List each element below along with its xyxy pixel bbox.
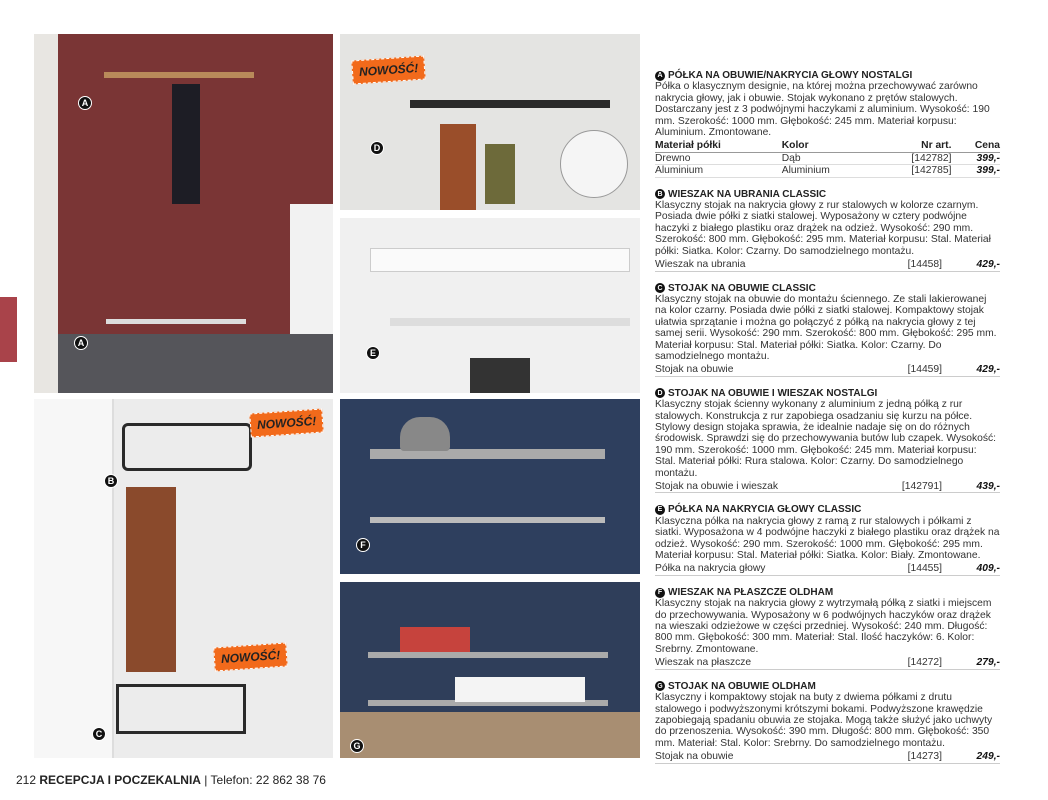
article-number: [142791] xyxy=(901,481,942,492)
table-header: Cena xyxy=(951,140,1000,152)
letter-badge-icon: B xyxy=(655,189,665,199)
table-cell: Aluminium xyxy=(782,165,875,177)
table-cell: Aluminium xyxy=(655,165,782,177)
photo-label: E xyxy=(366,346,380,360)
product-d xyxy=(655,388,1000,494)
product-title-text: PÓŁKA NA NAKRYCIA GŁOWY CLASSIC xyxy=(668,504,862,516)
table-cell: 399,- xyxy=(951,165,1000,177)
product-e xyxy=(655,504,1000,575)
product-row xyxy=(655,479,1000,493)
article-number: [14272] xyxy=(907,657,942,669)
photo-label: A xyxy=(74,336,88,350)
letter-badge-icon: C xyxy=(655,283,665,293)
page-footer xyxy=(16,773,326,787)
product-description: Klasyczny i kompaktowy stojak na buty z dwiema półkami z drutu stalowego i podwyższonymi krótszymi bokami. Podwyższone krawędzie zapobiegają spadaniu obuwia ze stojaka. Mogą także służyć jako uchwyty do przenoszenia. Wysokość: 390 mm. Długość: 800 mm. Głębokość: 350 mm. Materiał: Stal. Kolor: Srebrny. Do samodzielnego montażu. xyxy=(655,692,993,749)
table-row xyxy=(655,165,1000,177)
product-descriptions xyxy=(655,70,1000,775)
price: 429,- xyxy=(976,259,1000,271)
letter-badge-icon: E xyxy=(655,505,665,515)
new-badge: NOWOŚĆ! xyxy=(249,408,324,437)
product-description: Klasyczny stojak na obuwie do montażu ściennego. Ze stali lakierowanej na kolor czarny. Posiada dwie półki z siatki stalowej. Kompaktowy stojak ułatwia sprzątanie i można go połączyć z półką na nakrycia głowy z tej samej serii. Wysokość: 290 mm. Szerokość: 800 mm. Głębokość: 295 mm. Materiał korpusu: Stal. Materiał półki: Siatka. Kolor: Czarny. Do samodzielnego montażu. xyxy=(655,293,997,362)
section-tab xyxy=(0,297,17,362)
product-c xyxy=(655,283,1000,377)
section-title: RECEPCJA I POCZEKALNIA xyxy=(39,773,201,787)
product-title-text: STOJAK NA OBUWIE OLDHAM xyxy=(668,680,816,692)
product-title xyxy=(655,388,1000,399)
table-header: Materiał półki xyxy=(655,140,782,152)
product-title xyxy=(655,587,1000,598)
photo-label: C xyxy=(92,727,106,741)
product-row xyxy=(655,561,1000,575)
product-description: Klasyczny stojak ścienny wykonany z aluminium z jedną półką z rur stalowych. Konstrukcja z rur zapobiega osadzaniu się kurzu na półce. Stylowy design stojaka sprawia, że idealnie nadaje się on do różnych środowisk. Sprawdzi się do przechowywania butów lub czapek. Wysokość: 190 mm. Szerokość: 1000 mm. Głębokość: 245 mm. Materiał korpusu: Stal. Materiał półki: Rura stalowa. Kolor: Czarny. Do samodzielnego montażu. xyxy=(655,399,996,479)
product-a xyxy=(655,70,1000,178)
product-title xyxy=(655,681,1000,692)
photo-oldham-coat-rack xyxy=(340,399,640,574)
product-row xyxy=(655,749,1000,763)
article-number: [14273] xyxy=(907,751,942,763)
product-row xyxy=(655,655,1000,669)
photo-label: D xyxy=(370,141,384,155)
table-cell: Dąb xyxy=(782,152,875,164)
table-cell: [142785] xyxy=(874,165,951,177)
price: 279,- xyxy=(976,657,1000,669)
product-description: Klasyczna półka na nakrycia głowy z ramą z rur stalowych i półkami z siatki. Wyposażona w 4 podwójne haczyki z białego plastiku oraz drążek na odzież. Wysokość: 290 mm. Szerokość: 1000 mm. Głębokość: 295 mm. Materiał korpusu: Stal. Materiał półki: Siatka. Kolor: Biały. Zmontowane. xyxy=(655,515,1000,562)
product-name: Wieszak na płaszcze xyxy=(655,657,752,669)
product-title-text: STOJAK NA OBUWIE CLASSIC xyxy=(668,282,816,294)
photo-label: G xyxy=(350,739,364,753)
product-name: Stojak na obuwie i wieszak xyxy=(655,481,779,492)
product-row xyxy=(655,257,1000,271)
price: 429,- xyxy=(976,364,1000,376)
phone: | Telefon: 22 862 38 76 xyxy=(204,773,326,787)
photo-oldham-shoe-rack xyxy=(340,582,640,758)
photo-label: A xyxy=(78,96,92,110)
product-title-text: WIESZAK NA PŁASZCZE OLDHAM xyxy=(668,586,834,598)
product-b xyxy=(655,189,1000,272)
product-title-text: STOJAK NA OBUWIE I WIESZAK NOSTALGI xyxy=(668,387,878,399)
product-row xyxy=(655,362,1000,376)
photo-label: F xyxy=(356,538,370,552)
table-cell: [142782] xyxy=(874,152,951,164)
table-cell: Drewno xyxy=(655,152,782,164)
page-number: 212 xyxy=(16,773,37,787)
photo-classic-white-shelf xyxy=(340,218,640,393)
article-number: [14458] xyxy=(907,259,942,271)
product-title xyxy=(655,283,1000,294)
variant-table xyxy=(655,140,1000,177)
product-f xyxy=(655,587,1000,670)
photo-classic-black-hallway xyxy=(34,399,333,758)
product-title xyxy=(655,70,1000,81)
new-badge: NOWOŚĆ! xyxy=(351,55,426,84)
photo-label: B xyxy=(104,474,118,488)
product-name: Stojak na obuwie xyxy=(655,364,734,376)
table-header: Kolor xyxy=(782,140,875,152)
table-row xyxy=(655,152,1000,164)
article-number: [14455] xyxy=(907,563,942,575)
table-header: Nr art. xyxy=(874,140,951,152)
letter-badge-icon: A xyxy=(655,71,665,81)
photo-nostalgi-hallway xyxy=(34,34,333,393)
price: 249,- xyxy=(976,751,1000,763)
photo-nostalgi-rack xyxy=(340,34,640,210)
product-g xyxy=(655,681,1000,764)
product-description: Klasyczny stojak na nakrycia głowy z wytrzymałą półką z siatki i miejscem do przechowywania. Wyposażony w 6 podwójnych haczyków oraz drążek na wieszaki odzieżowe w części przedniej. Wysokość: 240 mm. Długość: 800 mm. Głębokość: 300 mm. Materiał: Stal. Ilość haczyków: 6. Kolor: Srebrny. Zmontowane. xyxy=(655,598,992,655)
new-badge: NOWOŚĆ! xyxy=(213,642,288,671)
product-title-text: PÓŁKA NA OBUWIE/NAKRYCIA GŁOWY NOSTALGI xyxy=(668,70,913,81)
price: 439,- xyxy=(976,481,1000,492)
table-cell: 399,- xyxy=(951,152,1000,164)
product-name: Wieszak na ubrania xyxy=(655,259,746,271)
product-title xyxy=(655,504,1000,515)
product-title-text: WIESZAK NA UBRANIA CLASSIC xyxy=(668,188,827,200)
product-name: Stojak na obuwie xyxy=(655,751,734,763)
price: 409,- xyxy=(976,563,1000,575)
article-number: [14459] xyxy=(907,364,942,376)
letter-badge-icon: D xyxy=(655,388,665,398)
product-description: Klasyczny stojak na nakrycia głowy z rur stalowych w kolorze czarnym. Posiada dwie półki z siatki stalowej. Wyposażony w cztery podwójne haczyki z białego plastiku oraz drążek na odzież. Wysokość: 290 mm. Szerokość: 800 mm. Głębokość: 295 mm. Materiał korpusu: Stal. Materiał półki: Siatka. Kolor: Czarny. Do samodzielnego montażu. xyxy=(655,200,991,257)
product-name: Półka na nakrycia głowy xyxy=(655,563,766,575)
letter-badge-icon: G xyxy=(655,681,665,691)
product-description: Półka o klasycznym designie, na której można przechowywać zarówno nakrycia głowy, jak i obuwie. Stojak wykonano z prętów stalowych. Dostarczany jest z 3 podwójnymi haczykami z aluminium. Wysokość: 190 mm. Szerokość: 1000 mm. Głębokość: 245 mm. Materiał korpusu: Aluminium. Zmontowane. xyxy=(655,81,990,139)
letter-badge-icon: F xyxy=(655,588,665,598)
product-title xyxy=(655,189,1000,200)
